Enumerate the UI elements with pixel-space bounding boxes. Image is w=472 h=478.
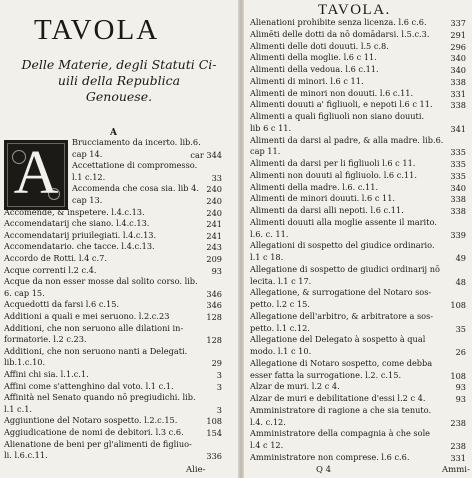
index-entry-text: Amministratore non comprese. l.6 c.6.	[250, 451, 410, 462]
index-entry-text: Alimenti delle doti douuti. l.5 c.8.	[250, 40, 389, 51]
index-entry-page-ref: 291	[450, 29, 466, 40]
index-entry-text: lib.1.c.10.	[4, 357, 46, 368]
index-entry-text: Allegatione dell'arbitro, & arbitratore a sos-	[250, 310, 434, 321]
index-entry-text: li. l.6.c.11.	[4, 450, 48, 461]
index-entry-page-ref: 338	[450, 100, 466, 111]
index-entry-text: modo. l.1 c 10.	[250, 346, 312, 356]
index-entry-text: esser fatta la surrogatione. l.2. c.15.	[250, 369, 402, 380]
index-entry-text: lecita. l.1 c 17.	[250, 275, 312, 286]
index-entry-text: Additioni a quali e mei seruono. l.2.c.23	[4, 311, 170, 321]
index-entry-text: Accordo de Rotti. l.4 c.7.	[4, 253, 107, 263]
index-entry-text: Alzar de muri. l.2 c 4.	[250, 381, 340, 392]
index-entry-text: Accomendatarij priuilegiati. l.4.c.13.	[4, 229, 157, 240]
index-entry-page-ref: 93	[455, 394, 466, 404]
index-entry-page-ref: 108	[450, 370, 466, 381]
index-entry-text: formatorie. l.2 c.23.	[4, 334, 87, 345]
index-entry-page-ref: 128	[206, 335, 222, 346]
index-entry-page-ref: 243	[206, 242, 222, 253]
index-entry-text: Accettatione di compromesso.	[72, 160, 198, 171]
index-entry-text: Alimēti delle dotti da nō domādarsi. l.5.c.3.	[250, 28, 430, 39]
index-entry-page-ref: 336	[206, 451, 222, 462]
index-entry-text: Alimenti da darsi al padre, & alla madre. lib.6.	[250, 134, 444, 145]
index-entry-text: Allegationi di sospetto del giudice ordinario.	[250, 240, 435, 251]
index-entry-page-ref: 331	[450, 88, 466, 99]
index-entry-page-ref: 93	[455, 382, 466, 393]
index-entry-page-ref: 340	[450, 65, 466, 75]
index-entry-text: Alzar de muri e debilitatione d'essi l.2 c 4.	[250, 393, 426, 403]
index-entry-text: cap 11.	[250, 146, 281, 157]
index-entry-page-ref: 241	[206, 230, 222, 241]
index-entry-text: l.1 c.1.	[4, 403, 33, 414]
index-entry-text: Accomenda che cosa sia. lib 4.	[72, 183, 199, 194]
index-entry-page-ref: 335	[450, 159, 466, 169]
index-entry-text: Amministratore di ragione a che sia tenuto.	[250, 404, 432, 415]
left-catchword: Alie-	[186, 465, 206, 475]
index-entry-text: Alimenti douuti alla moglie assente il marito.	[250, 216, 437, 227]
decorated-initial	[4, 140, 68, 210]
right-catchword: Ammi-	[442, 465, 470, 475]
page-signature: Q 4	[316, 465, 332, 475]
initial-letter: A	[13, 139, 59, 207]
index-entry-text: 6. cap 15.	[4, 287, 45, 298]
index-entry-page-ref: 240	[206, 207, 222, 218]
index-entry-page-ref: 3	[216, 381, 222, 392]
index-entry-text: Affinità nel Senato quando nō pregiudichi. lib.	[4, 392, 196, 403]
index-entry-page-ref: 93	[211, 265, 222, 276]
index-entry-text: Accomende, & inspetere. l.4.c.13.	[4, 206, 145, 217]
index-entry-text: l.4. c.12.	[250, 416, 286, 427]
index-entry-text: Alimenti da darsi alli nepoti. l.6 c.11.	[250, 205, 404, 215]
index-entry-page-ref: 338	[450, 206, 466, 216]
index-entry-text: l.1 c.12.	[72, 171, 106, 182]
left-page-subtitle	[0, 57, 238, 105]
right-page	[244, 0, 472, 478]
index-entry-text: Alienatione de beni per gl'alimenti de figliuo-	[4, 438, 192, 449]
index-entry-page-ref: 238	[450, 441, 466, 451]
subtitle-line: uili della Republica	[57, 73, 181, 88]
index-entry-page-ref: 3	[216, 370, 222, 380]
index-entry-page-ref: 35	[455, 323, 466, 334]
index-entry-page-ref: 26	[455, 347, 466, 357]
index-entry-page-ref: 108	[206, 416, 222, 427]
index-entry-page-ref: 339	[450, 229, 466, 240]
index-entry-text: lib 6 c 11.	[250, 122, 292, 133]
index-entry-page-ref: 240	[206, 196, 222, 206]
index-entry-text: Alimenti della madre. l.6. c.11.	[250, 181, 379, 192]
index-entry-text: l.1 c 18.	[250, 252, 284, 262]
index-entry-page-ref: 346	[206, 288, 222, 299]
index-entry-text: Alimenti da darsi per li figliuoli l.6 c 11.	[250, 158, 416, 168]
index-entry-text: Affini chi sia. l.1.c.1.	[4, 369, 89, 379]
index-entry-page-ref: 346	[206, 300, 222, 311]
index-entry-text: l.6. c. 11.	[250, 228, 289, 239]
index-entry-text: Aggiuntione del Notaro sospetto. l.2.c.15.	[4, 415, 178, 426]
index-entry-page-ref: 29	[211, 358, 222, 369]
index-entry-page-ref: 335	[450, 170, 466, 181]
index-entry-text: Alimenti douuti a' figliuoli, e nepoti l.6 c 11.	[250, 99, 433, 110]
index-entry-text: Amministratore della compagnia à che sole	[250, 428, 431, 439]
index-entry-page-ref: 49	[455, 253, 466, 263]
index-entry-text: cap 14.	[72, 148, 103, 159]
index-entry-text: Additioni, che non seruono alle dilationi in-	[4, 322, 184, 333]
right-page-title: TAVOLA.	[318, 2, 391, 18]
index-entry-page-ref: 337	[450, 18, 466, 28]
index-entry-page-ref: 238	[450, 417, 466, 428]
index-entry-text: Accomendatario. che tacce. l.4.c.13.	[4, 241, 155, 252]
index-entry-text: Alimenti non douuti al figliuolo. l.6 c.11.	[250, 169, 417, 180]
left-page-title: TAVOLA	[34, 14, 160, 46]
index-entry-text: Alimenti a quali figliuoli non siano douuti.	[250, 111, 425, 121]
index-entry-text: Allegatione, & surrogatione del Notaro sos-	[250, 287, 432, 298]
index-entry-page-ref: 48	[455, 276, 466, 287]
index-entry-page-ref: 209	[206, 254, 222, 264]
index-entry-page-ref: 338	[450, 76, 466, 87]
index-entry-text: Allegatione di Notaro sospetto, come debba	[250, 357, 433, 368]
index-entry-page-ref: 340	[450, 182, 466, 193]
index-entry-text: Alimenti de minori douuti. l.6 c 11.	[250, 193, 396, 204]
index-entry-text: petto. l.1 c.12.	[250, 322, 310, 333]
index-entry-text: Allegatione di sospetto de giudici ordinarij nō	[250, 263, 440, 274]
index-entry-text: Accomendatarij che siano. l.4.c.13.	[4, 218, 150, 229]
section-letter: A	[110, 128, 117, 138]
index-entry-page-ref: 128	[206, 312, 222, 322]
index-entry-page-ref: 331	[450, 452, 466, 463]
index-entry-page-ref: 241	[206, 219, 222, 230]
index-entry-page-ref: 240	[206, 184, 222, 195]
index-entry-text: Acque da non esser mosse dal solito corso. lib.	[4, 276, 198, 287]
index-entry-page-ref: 3	[216, 404, 222, 415]
index-entry-page-ref: 296	[450, 41, 466, 52]
index-entry-text: Alimenti della moglie. l.6 c 11.	[250, 52, 377, 63]
index-entry-text: l.4 c 12.	[250, 440, 284, 450]
index-entry-text: Acquedotti da farsi l.6 c.15.	[4, 299, 120, 310]
index-entry-text: cap 13.	[72, 195, 103, 205]
index-entry-text: Additioni, che non seruono nanti a Delegati.	[4, 345, 188, 356]
index-entry-text: Alimenti della vedoua. l.6 c.11.	[250, 64, 379, 74]
index-entry-page-ref: 154	[206, 428, 222, 438]
index-entry-page-ref: 108	[450, 300, 466, 310]
index-entry-text: petto. l.2 c 15.	[250, 299, 310, 309]
index-entry-text: Acque correnti l.2 c.4.	[4, 264, 97, 275]
index-entry-text: Alimenti di minori. l.6 c 11.	[250, 75, 364, 86]
subtitle-line: Genouese.	[85, 89, 153, 104]
index-entry-text: Brucciamento da incerto. lib.6.	[72, 137, 201, 147]
index-entry-text: Allegatione del Delegato à sospetto à qual	[250, 334, 426, 345]
index-entry-page-ref: 341	[450, 123, 466, 134]
index-entry-page-ref: 33	[211, 172, 222, 183]
index-entry-text: Aggiudicatione de nomi de debitori. l.3 c.6.	[4, 427, 184, 437]
index-entry-page-ref: 340	[450, 53, 466, 64]
index-entry-page-ref: car 344	[190, 149, 222, 160]
index-entry-text: Affini come s'attenghino dal voto. l.1 c.1.	[4, 380, 174, 391]
subtitle-line: Delle Materie, degli Statuti Ci-	[21, 57, 217, 72]
index-entry-text: Alienationi prohibite senza licenza. l.6 c.6.	[250, 17, 427, 27]
index-entry-page-ref: 338	[450, 194, 466, 205]
index-entry-page-ref: 335	[450, 147, 466, 158]
index-entry-text: Alimenti de minori non douuti. l.6 c.11.	[250, 87, 414, 98]
